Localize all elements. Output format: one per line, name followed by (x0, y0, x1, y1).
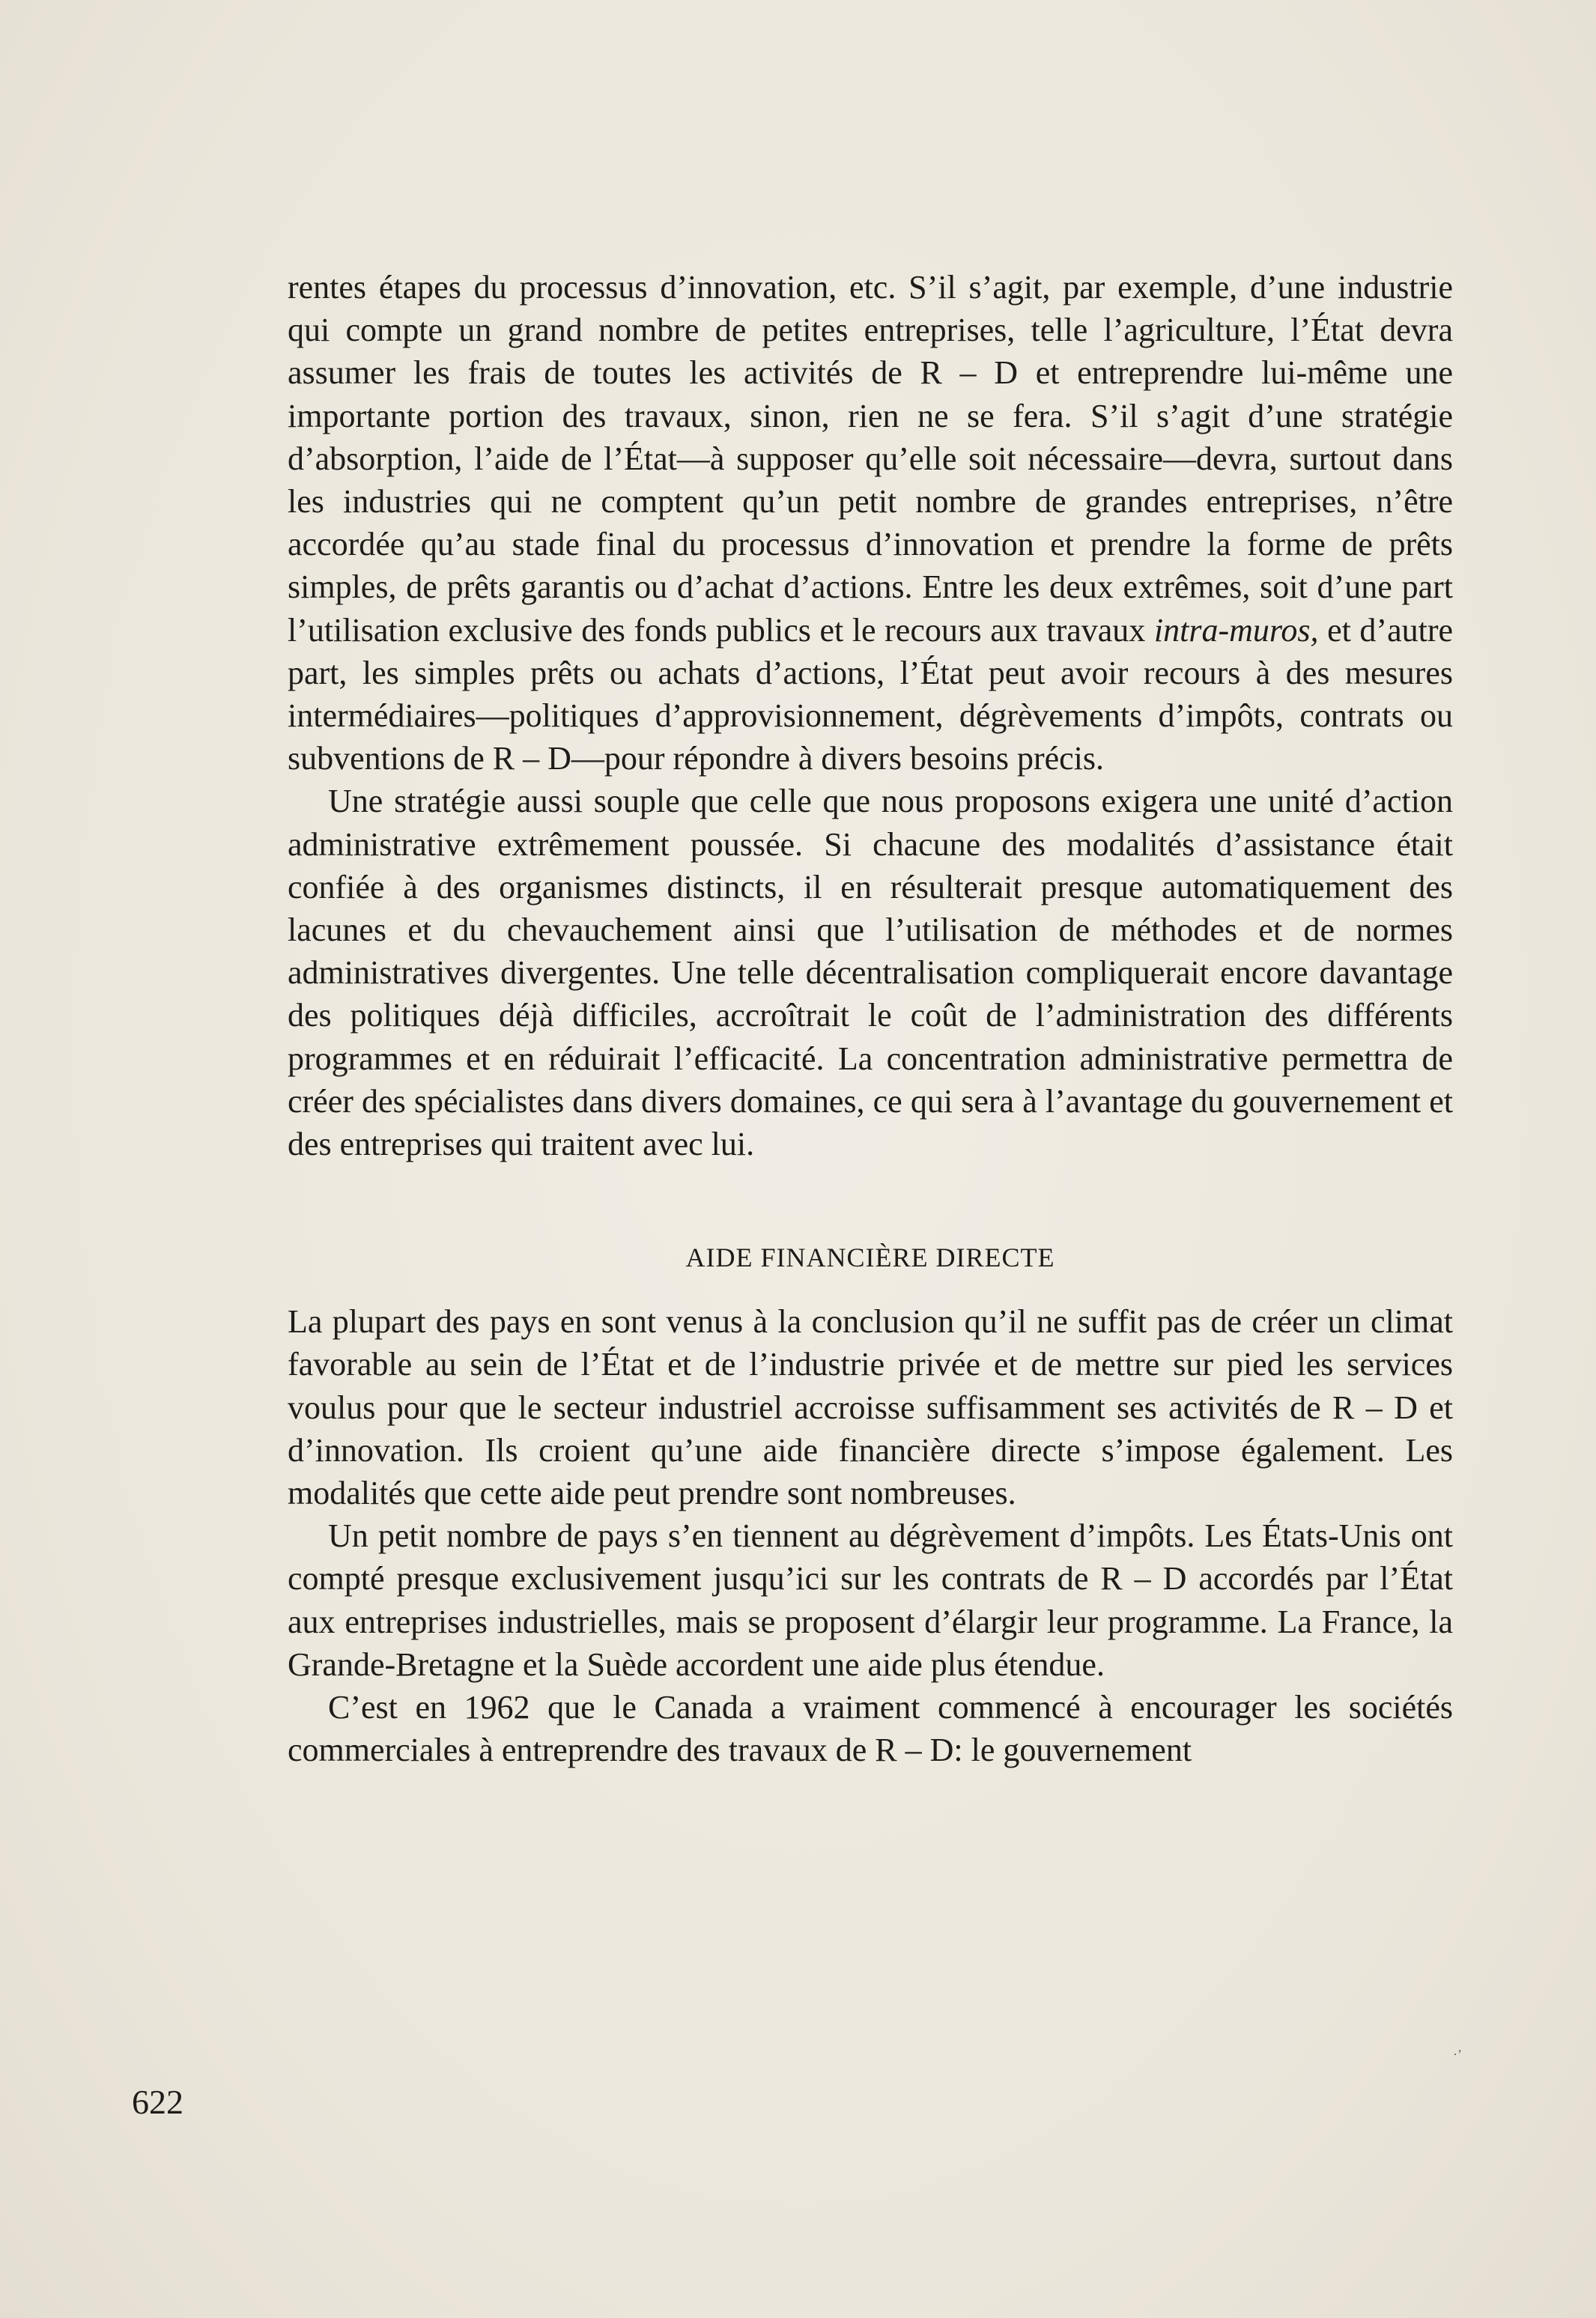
paragraph-4: Un petit nombre de pays s’en tiennent au dégrèvement d’impôts. Les États-Unis ont compté presque exclusivement jusqu’ici sur les contrats de R – D accordés par l’État aux entreprises industrielles, mais se proposent d’élargir leur programme. La France, la Grande-Bretagne et la Suède accordent une aide plus étendue. (288, 1517, 1453, 1683)
paragraph-2: Une stratégie aussi souple que celle que nous proposons exigera une unité d’action administrative extrêmement poussée. Si chacune des modalités d’assistance était confiée à des organismes distincts, il en résulterait presque automatiquement des lacunes et du chevauchement ainsi que l’utilisation de méthodes et de normes administratives divergentes. Une telle décentralisation compliquerait encore davantage des politiques déjà difficiles, accroîtrait le coût de l’administration des différents programmes et en réduirait l’efficacité. La concentration administrative permettra de créer des spécialistes dans divers domaines, ce qui sera à l’avantage du gouvernement et des entreprises qui traitent avec lui. (288, 783, 1453, 1163)
paragraph-1-tail: et d’autre part, les simples prêts ou achats d’actions, l’État peut avoir recours à des mesures intermédiaires—politiques d’approvisionnement, dégrèvements d’impôts, contrats ou subventions de R – D—pour répondre à divers besoins précis. (288, 611, 1454, 777)
italic-term: intra-muros, (1153, 611, 1319, 649)
paragraph-3: La plupart des pays en sont venus à la conclusion qu’il ne suffit pas de créer un climat favorable au sein de l’État et de l’industrie privée et de mettre sur pied les services voulus pour que le secteur industriel accroisse suffisamment ses activités de R – D et d’innovation. Ils croient qu’une aide financière directe s’impose également. Les modalités que cette aide peut prendre sont nombreuses. (288, 1303, 1453, 1512)
page-number: 622 (132, 2083, 183, 2121)
paragraph-continued (288, 266, 1453, 780)
stray-mark: ·’ (1453, 2047, 1462, 2062)
paragraph-5: C’est en 1962 que le Canada a vraiment commencé à encourager les sociétés commerciales à entreprendre des travaux de R – D: le gouvernement (288, 1689, 1453, 1769)
body-text (288, 266, 1453, 1772)
paragraph-1-text: rentes étapes du processus d’innovation, etc. S’il s’agit, par exemple, d’une industrie qui compte un grand nombre de petites entreprises, telle l’agriculture, l’État devra assumer les frais de toutes les activités de R – D et entreprendre lui-même une importante portion des travaux, sinon, rien ne se fera. S’il s’agit d’une stratégie d’absorption, l’aide de l’État—à supposer qu’elle soit nécessaire—devra, surtout dans les industries qui ne comptent qu’un petit nombre de grandes entreprises, n’être accordée qu’au stade final du processus d’innovation et prendre la forme de prêts simples, de prêts garantis ou d’achat d’actions. Entre les deux extrêmes, soit d’une part l’utilisation exclusive des fonds publics et le recours aux travaux (288, 269, 1453, 649)
section-heading: AIDE FINANCIÈRE DIRECTE (685, 1243, 1055, 1273)
